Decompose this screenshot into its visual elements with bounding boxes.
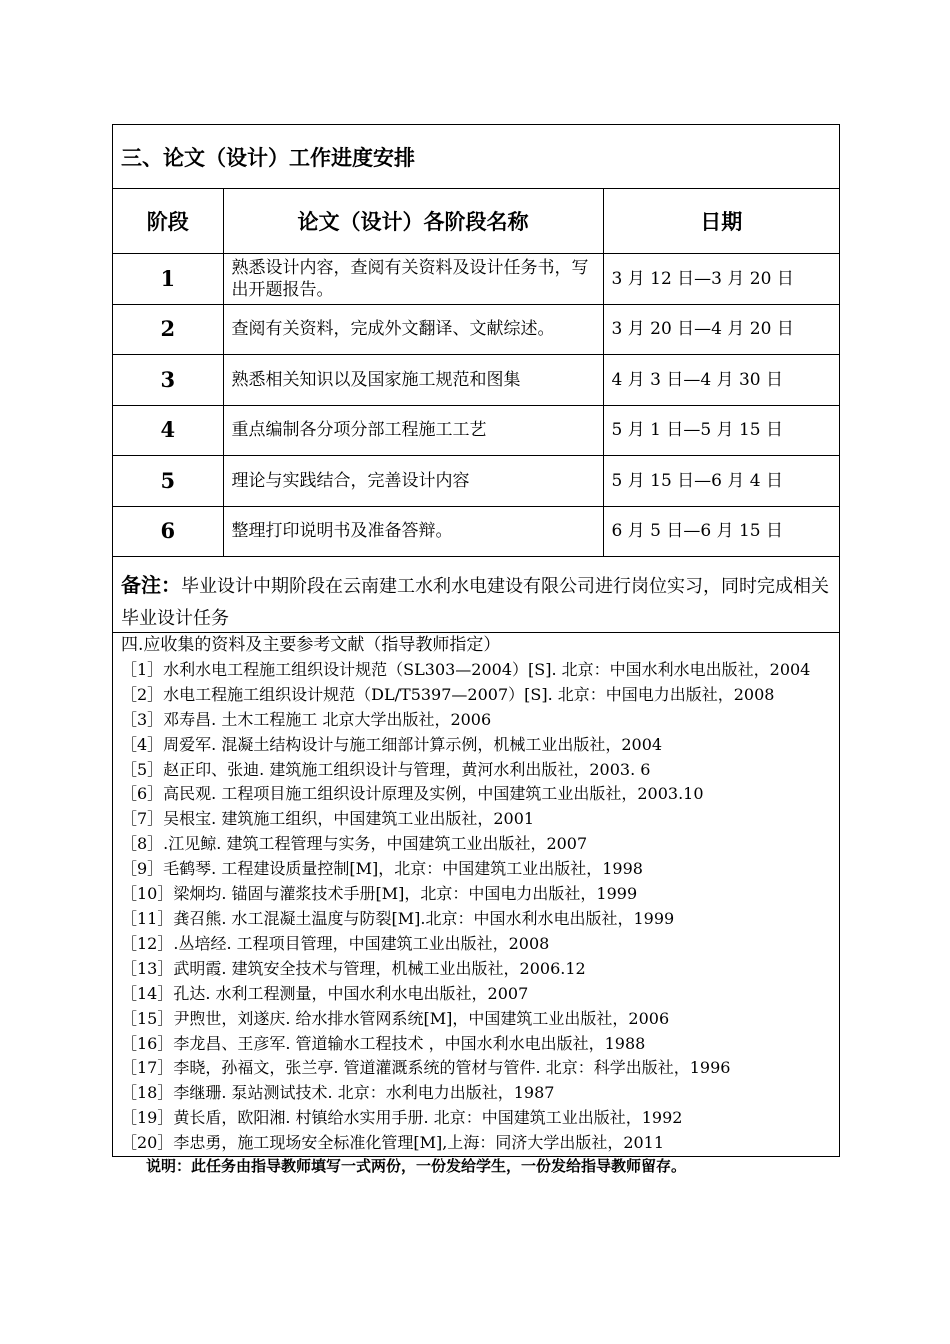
header-date: 日期 xyxy=(603,189,839,254)
reference-item: ［10］梁炯均. 锚固与灌浆技术手册[M]，北京：中国电力出版社，1999 xyxy=(121,884,638,904)
reference-item: ［7］吴根宝. 建筑施工组织，中国建筑工业出版社，2001 xyxy=(121,809,535,829)
stage-number: 6 xyxy=(113,506,223,557)
stage-name: 理论与实践结合，完善设计内容 xyxy=(223,456,603,507)
reference-item: ［5］赵正印、张迪. 建筑施工组织设计与管理，黄河水利出版社，2003. 6 xyxy=(121,759,651,779)
stage-name: 重点编制各分项分部工程施工工艺 xyxy=(223,405,603,456)
stage-name: 熟悉设计内容，查阅有关资料及设计任务书，写出开题报告。 xyxy=(223,254,603,305)
table-row xyxy=(113,304,839,355)
reference-item: ［13］武明霞. 建筑安全技术与管理，机械工业出版社，2006.12 xyxy=(121,958,586,978)
reference-item: ［17］李晓，孙福文，张兰亭. 管道灌溉系统的管材与管件. 北京：科学出版社，1996 xyxy=(121,1058,731,1078)
stage-name: 查阅有关资料，完成外文翻译、文献综述。 xyxy=(223,304,603,355)
task-table xyxy=(112,124,840,1157)
table-row xyxy=(113,254,839,305)
stage-number: 4 xyxy=(113,405,223,456)
reference-item: ［12］.丛培经. 工程项目管理，中国建筑工业出版社，2008 xyxy=(121,933,550,953)
stage-number: 2 xyxy=(113,304,223,355)
table-row xyxy=(113,506,839,557)
reference-item: ［11］龚召熊. 水工混凝土温度与防裂[M].北京：中国水利水电出版社，1999 xyxy=(121,908,675,928)
table-row xyxy=(113,355,839,406)
schedule-table xyxy=(113,189,839,557)
stage-date: 6 月 5 日—6 月 15 日 xyxy=(603,506,839,557)
reference-item: ［6］高民观. 工程项目施工组织设计原理及实例，中国建筑工业出版社，2003.10 xyxy=(121,784,704,804)
stage-date: 3 月 20 日—4 月 20 日 xyxy=(603,304,839,355)
reference-list xyxy=(121,658,831,1156)
stage-date: 5 月 15 日—6 月 4 日 xyxy=(603,456,839,507)
reference-item: ［14］孔达. 水利工程测量，中国水利水电出版社，2007 xyxy=(121,983,529,1003)
stage-number: 5 xyxy=(113,456,223,507)
reference-item: ［3］邓寿昌. 土木工程施工 北京大学出版社，2006 xyxy=(121,709,492,729)
stage-name: 整理打印说明书及准备答辩。 xyxy=(223,506,603,557)
stage-name: 熟悉相关知识以及国家施工规范和图集 xyxy=(223,355,603,406)
reference-item: ［2］水电工程施工组织设计规范（DL/T5397—2007）[S]. 北京：中国电力出版社，2008 xyxy=(121,684,775,704)
reference-item: ［9］毛鹤琴. 工程建设质量控制[M]，北京：中国建筑工业出版社，1998 xyxy=(121,859,643,879)
table-row xyxy=(113,405,839,456)
remark-text: 毕业设计中期阶段在云南建工水利水电建设有限公司进行岗位实习，同时完成相关毕业设计任务 xyxy=(121,576,829,629)
stage-date: 3 月 12 日—3 月 20 日 xyxy=(603,254,839,305)
header-stage-name: 论文（设计）各阶段名称 xyxy=(223,189,603,254)
section4-title: 四.应收集的资料及主要参考文献（指导教师指定） xyxy=(121,635,501,655)
reference-item: ［16］李龙昌、王彦军. 管道输水工程技术 ，中国水利水电出版社，1988 xyxy=(121,1033,646,1053)
stage-number: 3 xyxy=(113,355,223,406)
reference-item: ［8］.江见鲸. 建筑工程管理与实务，中国建筑工业出版社，2007 xyxy=(121,834,588,854)
reference-item: ［20］李忠勇，施工现场安全标准化管理[M],上海：同济大学出版社，2011 xyxy=(121,1133,665,1153)
reference-item: ［18］李继珊. 泵站测试技术. 北京：水利电力出版社，1987 xyxy=(121,1083,555,1103)
remark-block xyxy=(113,557,839,633)
stage-date: 5 月 1 日—5 月 15 日 xyxy=(603,405,839,456)
references-block xyxy=(113,633,839,1156)
remark-label: 备注： xyxy=(121,573,181,597)
stage-number: 1 xyxy=(113,254,223,305)
reference-item: ［1］水利水电工程施工组织设计规范（SL303—2004）[S]. 北京：中国水利水电出版社，2004 xyxy=(121,659,811,679)
reference-item: ［15］尹煦世，刘遂庆. 给水排水管网系统[M]，中国建筑工业出版社，2006 xyxy=(121,1008,670,1028)
schedule-header-row xyxy=(113,189,839,254)
reference-item: ［4］周爱军. 混凝土结构设计与施工细部计算示例，机械工业出版社，2004 xyxy=(121,734,663,754)
stage-date: 4 月 3 日—4 月 30 日 xyxy=(603,355,839,406)
reference-item: ［19］黄长盾，欧阳湘. 村镇给水实用手册. 北京：中国建筑工业出版社，1992 xyxy=(121,1108,683,1128)
header-stage: 阶段 xyxy=(113,189,223,254)
table-row xyxy=(113,456,839,507)
section3-title: 三、论文（设计）工作进度安排 xyxy=(113,125,839,189)
footer-note: 说明：此任务由指导教师填写一式两份，一份发给学生，一份发给指导教师留存。 xyxy=(146,1157,687,1175)
